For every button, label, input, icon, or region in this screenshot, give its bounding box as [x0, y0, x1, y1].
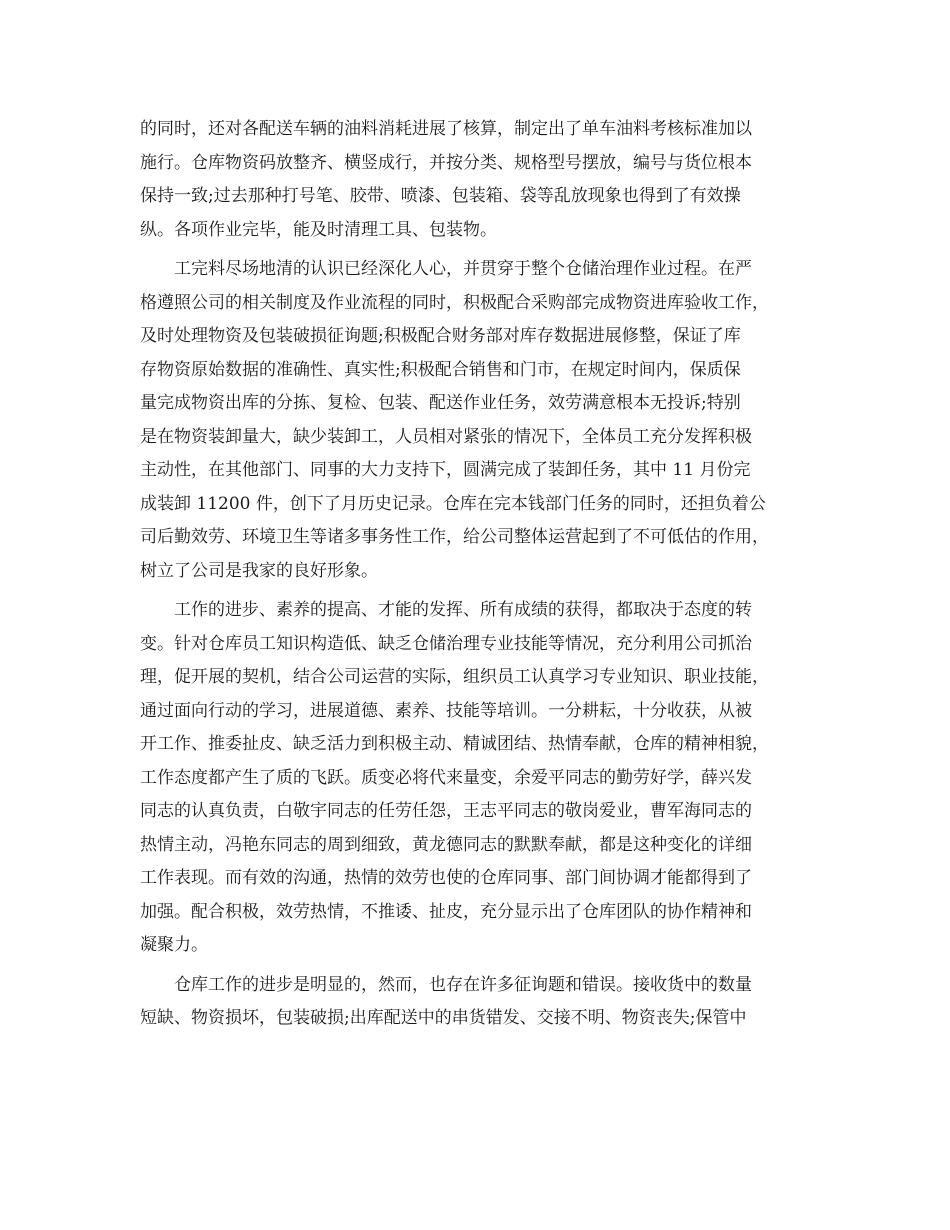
text-line: 仓库工作的进步是明显的，然而，也存在许多征询题和错误。接收货中的数量	[174, 974, 752, 995]
paragraph-1	[140, 113, 830, 247]
text-line: 司后勤效劳、环境卫生等诸多事务性工作，给公司整体运营起到了不可低估的作用，	[140, 527, 769, 547]
text-line: 存物资原始数据的准确性、真实性;积极配合销售和门市，在规定时间内，保质保	[140, 359, 741, 380]
text-line: 格遵照公司的相关制度及作业流程的同时，积极配合采购部完成物资进库验收工作，	[140, 292, 769, 313]
text-line: 是在物资装卸量大，缺少装卸工，人员相对紧张的情况下，全体员工充分发挥积极	[140, 426, 752, 447]
text-line: 施行。仓库物资码放整齐、横竖成行，并按分类、规格型号摆放，编号与货位根本	[140, 152, 752, 173]
text-line: 及时处理物资及包装破损征询题;积极配合财务部对库存数据进展修整，保证了库	[140, 326, 741, 346]
document-body	[140, 113, 830, 1036]
paragraph-2	[140, 253, 830, 588]
text-line: 工完料尽场地清的认识已经深化人心，并贯穿于整个仓储治理作业过程。在严	[174, 259, 752, 279]
text-line: 成装卸 11200 件，创下了月历史记录。仓库在完本钱部门任务的同时，还担负着公	[140, 493, 766, 514]
text-line: 理，促开展的契机，结合公司运营的实际，组织员工认真学习专业知识、职业技能，	[140, 667, 769, 687]
text-line: 开工作、推委扯皮、缺乏活力到积极主动、精诚团结、热情奉献，仓库的精神相貌，	[140, 734, 769, 754]
text-line: 工作的进步、素养的提高、才能的发挥、所有成绩的获得，都取决于态度的转	[174, 600, 752, 620]
text-line: 短缺、物资损坏，包装破损;出库配送中的串货错发、交接不明、物资丧失;保管中	[140, 1008, 747, 1028]
text-line: 保持一致;过去那种打号笔、胶带、喷漆、包装箱、袋等乱放现象也得到了有效操	[140, 186, 741, 206]
text-line: 通过面向行动的学习，进展道德、素养、技能等培训。一分耕耘，十分收获，从被	[140, 700, 752, 721]
text-line: 凝聚力。	[140, 935, 208, 955]
text-line: 热情主动，冯艳东同志的周到细致，黄龙德同志的默默奉献，都是这种变化的详细	[140, 834, 752, 855]
paragraph-4	[140, 969, 830, 1036]
text-line: 工作态度都产生了质的飞跃。质变必将代来量变，余爱平同志的勤劳好学，薛兴发	[140, 767, 752, 788]
text-line: 主动性，在其他部门、同事的大力支持下，圆满完成了装卸任务，其中 11 月份完	[140, 460, 751, 480]
text-line: 量完成物资出库的分拣、复检、包装、配送作业任务，效劳满意根本无投诉;特别	[140, 393, 741, 413]
text-line: 同志的认真负责，白敬宇同志的任劳任怨，王志平同志的敬岗爱业，曹军海同志的	[140, 801, 752, 821]
paragraph-3	[140, 594, 830, 963]
text-line: 纵。各项作业完毕，能及时清理工具、包装物。	[140, 219, 497, 240]
text-line: 变。针对仓库员工知识构造低、缺乏仓储治理专业技能等情况，充分利用公司抓治	[140, 633, 752, 654]
text-line: 加强。配合积极，效劳热情，不推诿、扯皮，充分显示出了仓库团队的协作精神和	[140, 901, 752, 922]
text-line: 的同时，还对各配送车辆的油料消耗进展了核算，制定出了单车油料考核标准加以	[140, 119, 752, 139]
text-line: 工作表现。而有效的沟通，热情的效劳也使的仓库同事、部门间协调才能都得到了	[140, 868, 752, 888]
text-line: 树立了公司是我家的良好形象。	[140, 560, 378, 581]
